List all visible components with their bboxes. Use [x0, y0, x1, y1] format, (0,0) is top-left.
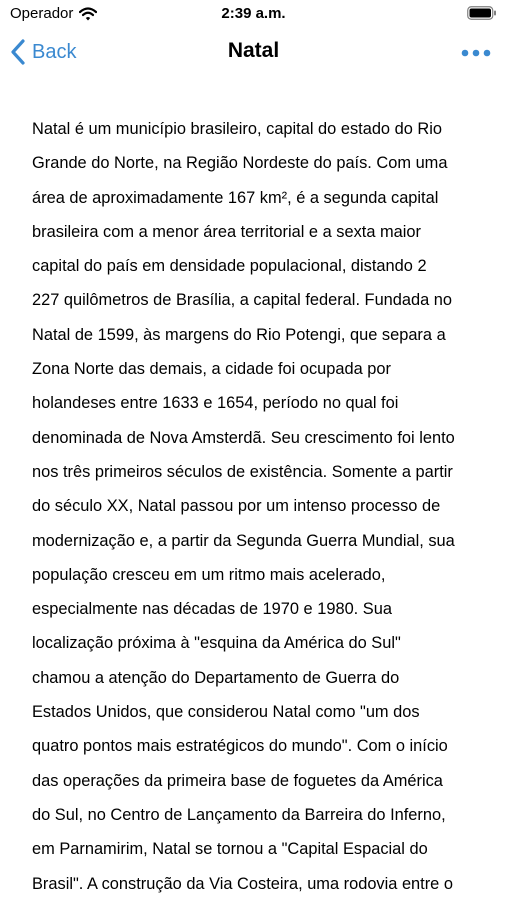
article-line: do século XX, Natal passou por um intenso processo de: [32, 497, 441, 516]
article-line: quatro pontos mais estratégicos do mundo". Com o início: [32, 737, 448, 756]
ellipsis-icon[interactable]: [461, 48, 491, 58]
status-bar: [0, 0, 507, 28]
article-line: área de aproximadamente 167 km², é a segunda capital: [32, 188, 439, 207]
back-label: Back: [32, 40, 77, 63]
article-line: Estados Unidos, que considerou Natal como "um dos: [32, 703, 420, 722]
article-line: especialmente nas décadas de 1970 e 1980. Sua: [32, 600, 392, 619]
battery-icon: [467, 6, 497, 20]
carrier-label: Operador: [10, 5, 74, 22]
article-line: Zona Norte das demais, a cidade foi ocupada por: [32, 360, 391, 379]
article-line: em Parnamirim, Natal se tornou a "Capital Espacial do: [32, 840, 428, 859]
article-line: holandeses entre 1633 e 1654, período no qual foi: [32, 394, 399, 413]
article-line: brasileira com a menor área territorial e a sexta maior: [32, 222, 421, 241]
article-line: Brasil". A construção da Via Costeira, uma rodovia entre o: [32, 874, 453, 893]
navigation-bar: [0, 28, 507, 78]
article-line: 227 quilômetros de Brasília, a capital federal. Fundada no: [32, 291, 453, 310]
article-line: Natal de 1599, às margens do Rio Potengi, que separa a: [32, 325, 446, 344]
article-line: Natal é um município brasileiro, capital do estado do Rio: [32, 120, 442, 138]
article-line: localização próxima à "esquina da América do Sul": [32, 634, 401, 653]
article-line: população cresceu em um ritmo mais acelerado,: [32, 565, 386, 584]
status-time: 2:39 a.m.: [221, 5, 286, 22]
article-line: do Sul, no Centro de Lançamento da Barreira do Inferno,: [32, 805, 446, 824]
article-body: [32, 112, 482, 900]
article-line: nos três primeiros séculos de existência. Somente a partir: [32, 462, 453, 481]
article-line: modernização e, a partir da Segunda Guerra Mundial, sua: [32, 531, 455, 550]
article-line: das operações da primeira base de foguetes da América: [32, 771, 443, 790]
article-line: Grande do Norte, na Região Nordeste do país. Com uma: [32, 154, 448, 173]
article-line: chamou a atenção do Departamento de Guerra do: [32, 668, 400, 687]
article-line: denominada de Nova Amsterdã. Seu crescimento foi lento: [32, 428, 455, 447]
page-title: Natal: [227, 39, 280, 62]
article-line: capital do país em densidade populacional, distando 2: [32, 257, 427, 276]
